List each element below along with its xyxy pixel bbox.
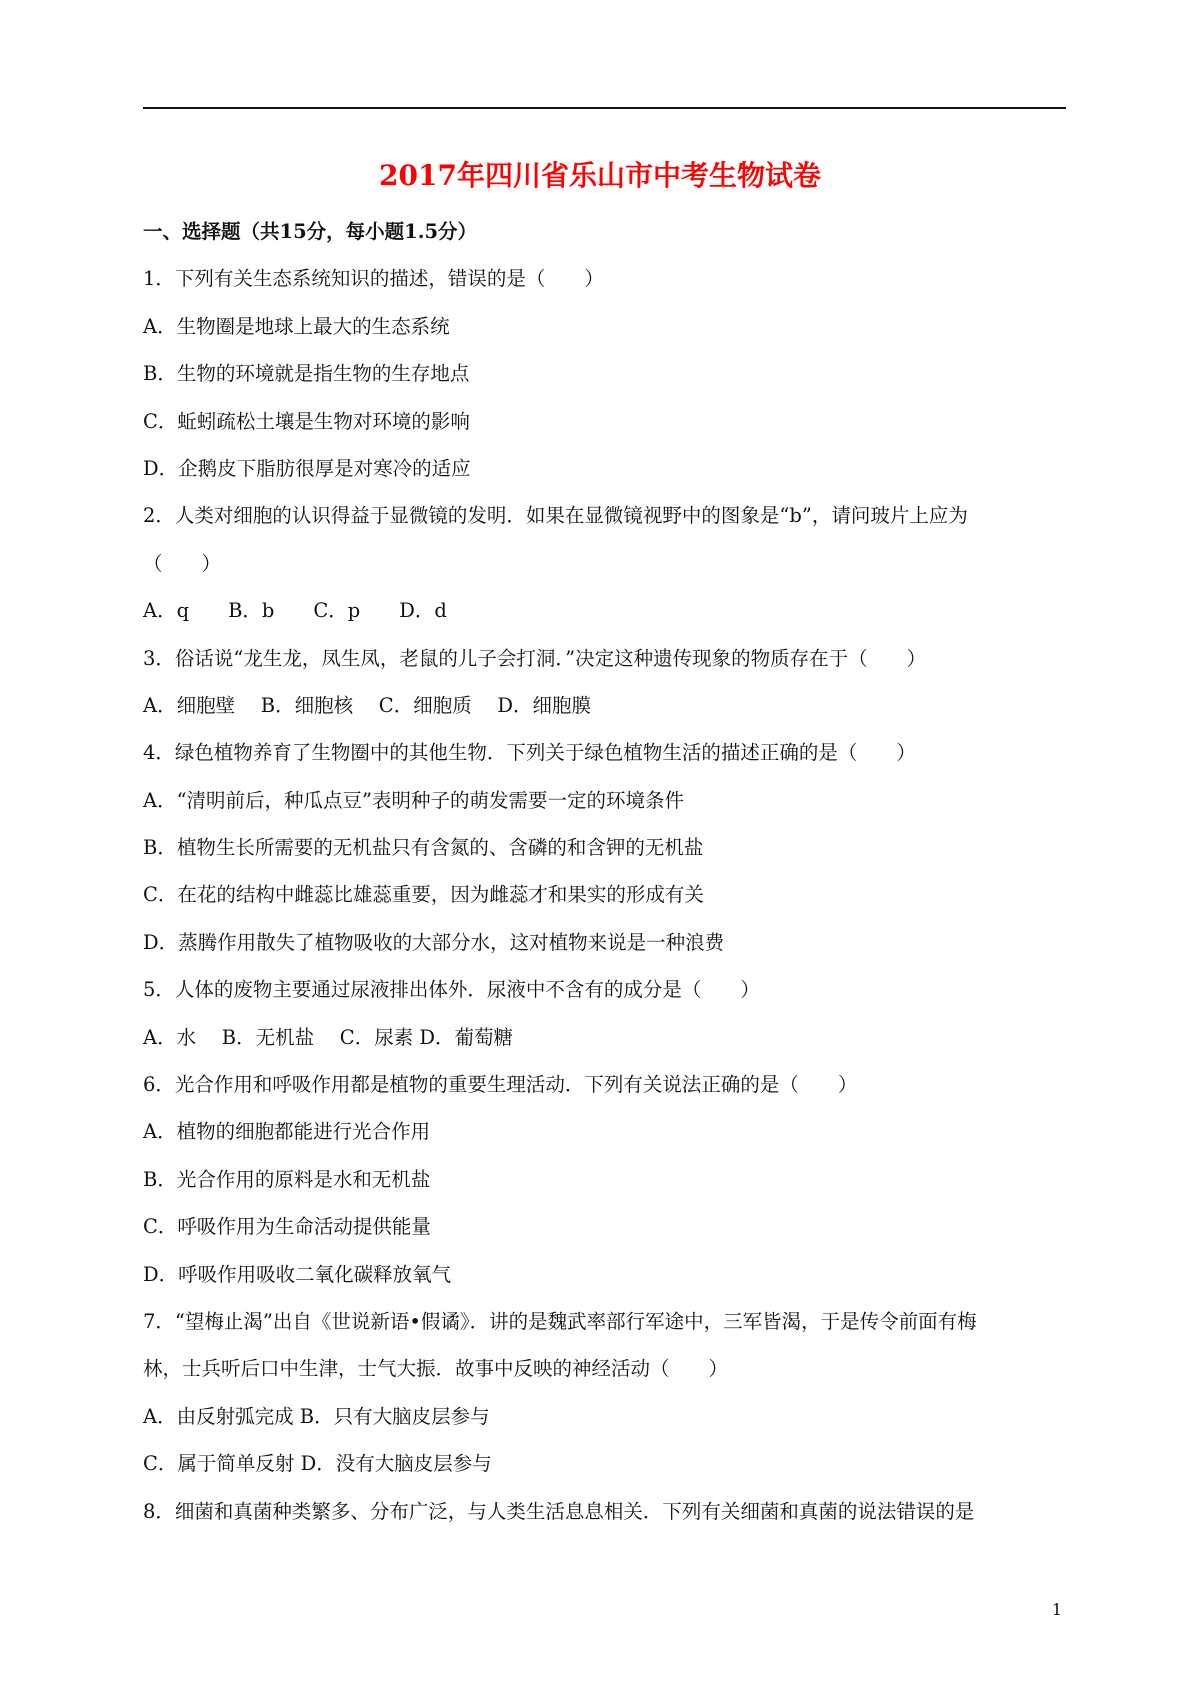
question-line: 2．人类对细胞的认识得益于显微镜的发明．如果在显微镜视野中的图象是“b”，请问玻片上应为 [143,504,968,528]
option-line: A．植物的细胞都能进行光合作用 [143,1120,431,1144]
option-line: D．企鹅皮下脂肪很厚是对寒冷的适应 [143,456,471,480]
question-line: 5．人体的废物主要通过尿液排出体外．尿液中不含有的成分是（ ） [143,978,760,1002]
option-line: B．植物生长所需要的无机盐只有含氮的、含磷的和含钾的无机盐 [143,836,704,860]
option-line: A．“清明前后，种瓜点豆”表明种子的萌发需要一定的环境条件 [143,788,685,812]
exam-title: 2017年四川省乐山市中考生物试卷 [379,159,821,192]
question-line: 1．下列有关生态系统知识的描述，错误的是（ ） [143,267,604,291]
option-line: B．生物的环境就是指生物的生存地点 [143,362,470,386]
option-line: A．细胞壁 B．细胞核 C．细胞质 D．细胞膜 [143,693,592,717]
option-line: D．呼吸作用吸收二氧化碳释放氧气 [143,1262,452,1286]
question-line: 林，士兵听后口中生津，士气大振．故事中反映的神经活动（ ） [143,1357,729,1381]
question-line: 7．“望梅止渴”出自《世说新语•假谲》．讲的是魏武率部行军途中，三军皆渴，于是传令前面有梅 [143,1309,977,1333]
page-number: 1 [1051,1600,1062,1619]
header-rule [143,107,1066,109]
option-line: C．在花的结构中雌蕊比雄蕊重要，因为雌蕊才和果实的形成有关 [143,883,704,907]
exam-content [143,216,1066,1543]
option-line: A．生物圈是地球上最大的生态系统 [143,314,450,338]
question-line: 4．绿色植物养育了生物圈中的其他生物．下列关于绿色植物生活的描述正确的是（ ） [143,741,916,765]
question-line: 6．光合作用和呼吸作用都是植物的重要生理活动．下列有关说法正确的是（ ） [143,1073,858,1097]
section-heading: 一、选择题（共15分，每小题1.5分） [143,220,478,243]
question-line: 8．细菌和真菌种类繁多、分布广泛，与人类生活息息相关．下列有关细菌和真菌的说法错误的是 [143,1499,975,1523]
question-line: 3．俗话说“龙生龙，凤生凤，老鼠的儿子会打洞．”决定这种遗传现象的物质存在于（ ） [143,646,927,670]
option-line: C．蚯蚓疏松土壤是生物对环境的影响 [143,409,470,433]
option-line: A．由反射弧完成 B．只有大脑皮层参与 [143,1404,490,1428]
option-line: C．属于简单反射 D．没有大脑皮层参与 [143,1452,492,1476]
option-line: A．q B．b C．p D．d [143,599,447,623]
option-line: A．水 B．无机盐 C．尿素 D．葡萄糖 [143,1025,514,1049]
option-line: C．呼吸作用为生命活动提供能量 [143,1215,431,1239]
question-line: （ ） [143,551,222,575]
option-line: B．光合作用的原料是水和无机盐 [143,1167,431,1191]
option-line: D．蒸腾作用散失了植物吸收的大部分水，这对植物来说是一种浪费 [143,930,725,954]
